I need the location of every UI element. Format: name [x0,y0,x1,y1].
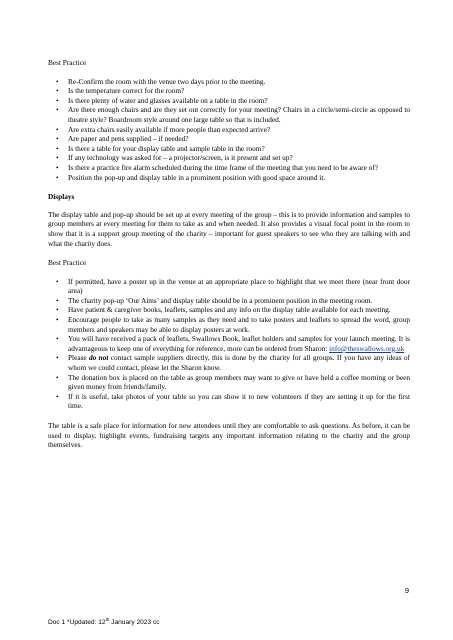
list-item: • The donation box is placed on the table as group members may want to give or have held a coffee morning or been given money from friends/family. [48,373,410,392]
list-item: • Is there a table for your display table and sample table in the room? [48,144,410,154]
list-item: • If any technology was asked for – a projector/screen, is it present and set up? [48,153,410,163]
best-practice-list-2 [48,277,410,411]
list-item: • Encourage people to take as many samples as they need and to take posters and leaflets to spread the word, group members and speakers may be able to display posters at work. [48,315,410,334]
list-item: • If it is useful, take photos of your table so you can show it to new volunteers if they are setting it up for the first time. [48,392,410,411]
list-item: • Position the pop-up and display table in a prominent position with good space around it. [48,173,410,183]
section-heading-best-practice-2: Best Practice [48,258,87,268]
list-item: • Is there a practice fire alarm scheduled during the time frame of the meeting that you need to be aware of? [48,163,410,173]
footer-text-rest: January 2023 cc [109,619,160,627]
list-item [48,334,410,353]
closing-paragraph: The table is a safe place for information for new attendees until they are comfortable to ask questions. As before, it can be used to display, highlight events, fundraising targets any important information relating to the charity and the group themselves. [48,421,410,450]
list-item: • Are paper and pens supplied – if needed? [48,134,410,144]
list-item: • Are extra chairs easily available if more people than expected arrive? [48,125,410,135]
list-item: • If permitted, have a poster up in the venue at an appropriate place to highlight that we meet there (near front door area) [48,277,410,296]
list-item: • Have patient & caregiver books, leaflets, samples and any info on the display table available for each meeting. [48,305,410,315]
list-item: • Are there enough chairs and are they set out correctly for your meeting? Chairs in a circle/semi-circle as opposed to theatre style? Boardroom style around one large table so that is included. [48,105,410,124]
page-content [48,58,410,460]
list-item-text: You will have received a pack of leaflets, Swallows Book, leaflet holders and samples for your launch meeting. It is advantageous to keep one of everything for reference, more can be ordered from Sharon: [68,334,410,353]
list-item: • Is the temperature correct for the room? [48,86,410,96]
displays-paragraph: The display table and pop-up should be set up at every meeting of the group – this is to provide information and samples to group members at every meeting for them to take as and when needed. It also provides a visual focal point in the room to show that it is a support group meeting of the charity – important for guest speakers to see who they are talking with and what the charity does. [48,209,410,248]
list-item [48,353,410,372]
emphasis-text: do not [89,353,109,363]
section-heading-best-practice-1: Best Practice [48,58,87,67]
page-footer [48,617,160,626]
section-heading-displays: Displays [48,192,75,202]
list-item-text: Please [68,353,90,363]
footer-text: Doc 1 *Updated: 12 [48,619,106,627]
list-item: • The charity pop-up ‘Our Aims’ and display table should be in a prominent position in the meeting room. [48,296,410,306]
list-item: • Re-Confirm the room with the venue two days prior to the meeting. [48,77,410,87]
list-item: • Is there plenty of water and glasses available on a table in the room? [48,96,410,106]
email-link[interactable]: info@theswallows.org.uk [329,343,405,353]
footer-superscript: th [105,617,110,622]
list-item-text: contact sample suppliers directly, this is done by the charity for all groups. If you have any ideas of whom we could contact, please let the Sharon know. [68,353,410,373]
page-number: 9 [404,586,409,595]
best-practice-list-1 [48,77,410,183]
